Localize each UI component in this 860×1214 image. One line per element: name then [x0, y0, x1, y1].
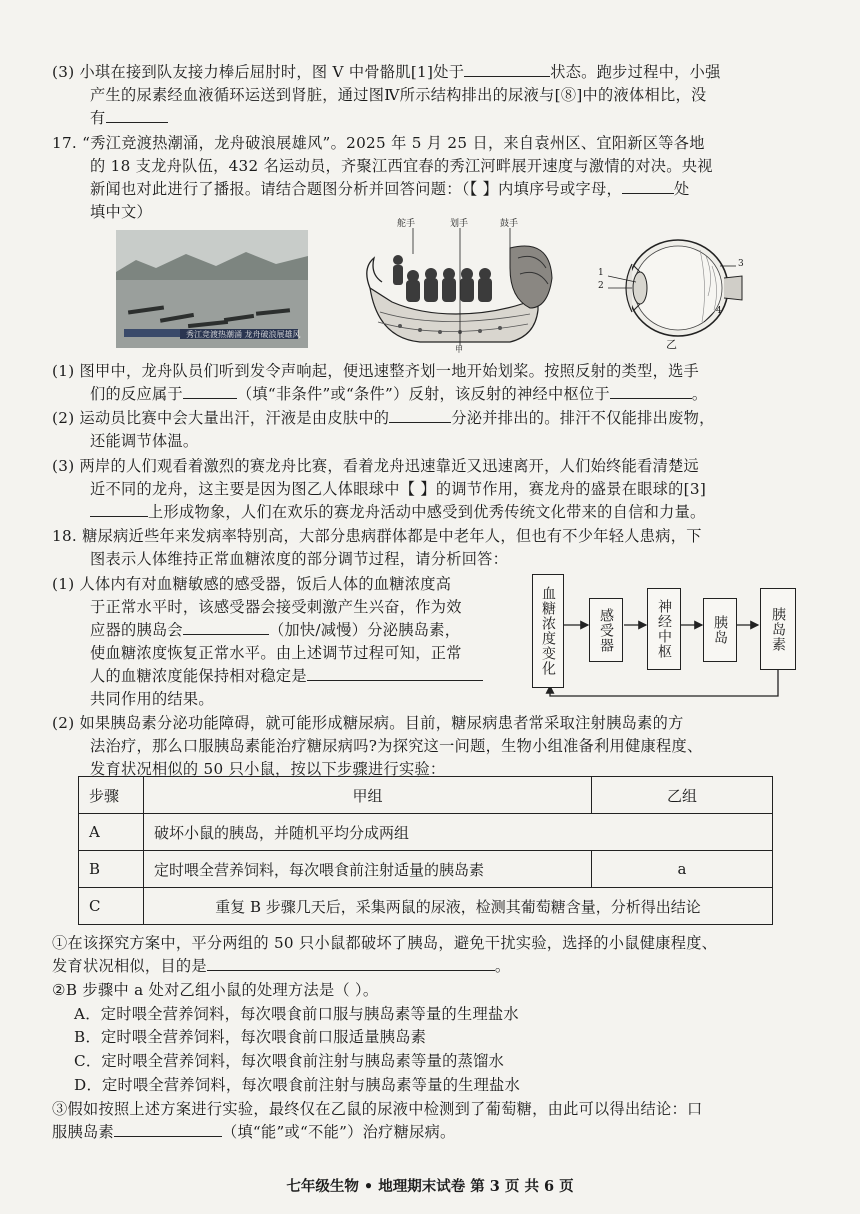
answer-blank[interactable]	[464, 62, 550, 77]
q18-1-line6: 共同作用的结果。	[90, 690, 214, 708]
q18-s3-line2	[52, 1122, 456, 1142]
eye-label-4: 4	[716, 306, 722, 316]
experiment-table	[78, 776, 773, 925]
eyeball-diagram	[596, 226, 746, 352]
eye-label-3: 3	[738, 259, 744, 269]
q16-3-text-c: 有	[90, 109, 106, 127]
answer-blank[interactable]	[90, 502, 148, 517]
option-d[interactable]: D．定时喂全营养饲料，每次喂食前注射与胰岛素等量的生理盐水	[74, 1076, 521, 1094]
figure-caption-yi: 乙	[666, 338, 677, 351]
flow-text: 神经中枢	[656, 599, 672, 659]
table-row	[79, 851, 773, 888]
answer-blank[interactable]	[307, 666, 483, 681]
q18-1-text-a: 应器的胰岛会	[90, 621, 183, 639]
q17-2-text-b: 分泌并排出的。排汗不仅能排出废物，	[451, 409, 715, 427]
q18-1-line1: (1) 人体内有对血糖敏感的感受器，饭后人体的血糖浓度高	[52, 575, 452, 593]
q17-3-line3	[90, 502, 706, 522]
q18-2-line2: 法治疗，那么口服胰岛素能治疗糖尿病吗?为探究这一问题，生物小组准备利用健康程度、	[90, 737, 703, 755]
table-header-row	[79, 777, 773, 814]
flow-box-insulin	[760, 588, 796, 670]
option-b[interactable]: B．定时喂全营养饲料，每次喂食前口服适量胰岛素	[74, 1028, 427, 1046]
table-row	[79, 888, 773, 925]
q18-s1-line2	[52, 956, 510, 976]
table-cell: 定时喂全营养饲料，每次喂食前注射适量的胰岛素	[144, 851, 592, 888]
q17-3-line2: 近不同的龙舟，这主要是因为图乙人体眼球中【 】的调节作用，赛龙舟的盛景在眼球的[3]	[90, 480, 707, 498]
q18-1-line4: 使血糖浓度恢复正常水平。由上述调节过程可知，正常	[90, 644, 462, 662]
q18-stem-line2: 图表示人体维持正常血糖浓度的部分调节过程，请分析回答：	[90, 550, 509, 568]
answer-blank[interactable]	[622, 179, 674, 194]
q18-s2-line: ②B 步骤中 a 处对乙组小鼠的处理方法是（ ）。	[52, 981, 379, 999]
page-footer: 七年级生物 • 地理期末试卷 第 3 页 共 6 页	[286, 1178, 574, 1195]
answer-blank[interactable]	[610, 384, 692, 399]
q17-1-line2: 们的反应属于 （填“非条件”或“条件”）反射，该反射的神经中枢位于 。	[90, 385, 708, 403]
q18-2-line1: (2) 如果胰岛素分泌功能障碍，就可能形成糖尿病。目前，糖尿病患者常采取注射胰岛素的方	[52, 714, 684, 732]
eye-label-1: 1	[598, 268, 604, 278]
table-header: 甲组	[144, 777, 592, 814]
table-cell: 重复 B 步骤几天后，采集两鼠的尿液，检测其葡萄糖含量，分析得出结论	[144, 888, 773, 925]
flow-text: 血糖浓度变化	[540, 586, 556, 676]
q16-3-text-b: 状态。跑步过程中，小强	[550, 63, 721, 81]
q18-stem-line1: 18. 糖尿病近些年来发病率特别高，大部分患病群体都是中老年人，但也有不少年轻人患病，下	[52, 527, 702, 545]
table-cell: a	[592, 851, 773, 888]
q17-2-text-a: (2) 运动员比赛中会大量出汗，汗液是由皮肤中的	[52, 409, 390, 427]
q17-stem-text-b: 处	[674, 180, 690, 198]
q16-3-line1	[52, 62, 721, 82]
table-header: 乙组	[592, 777, 773, 814]
dragon-boat-photo	[116, 230, 308, 348]
flow-box-blood-glucose-change	[532, 574, 564, 688]
q18-1-text-b: （加快/减慢）分泌胰岛素，	[268, 621, 461, 639]
flow-text: 胰岛	[712, 615, 728, 645]
q16-3-line2: 产生的尿素经血液循环运送到肾脏，通过图Ⅳ所示结构排出的尿液与[⑧]中的液体相比，没	[90, 86, 707, 104]
boat-label-rower: 划手	[450, 219, 469, 229]
answer-blank[interactable]	[207, 956, 495, 971]
answer-blank[interactable]	[389, 408, 451, 423]
answer-blank[interactable]	[114, 1122, 222, 1137]
q17-2-line1	[52, 408, 715, 428]
q17-stem-line4: 填中文）	[90, 203, 152, 221]
option-c[interactable]: C．定时喂全营养饲料，每次喂食前注射与胰岛素等量的蒸馏水	[74, 1052, 505, 1070]
q17-1-text-b: （填“非条件”或“条件”）反射，该反射的神经中枢位于	[236, 385, 610, 403]
q17-stem-line3	[90, 179, 690, 199]
photo-caption: 秀江竞渡热潮涌 龙舟破浪展雄风	[186, 330, 301, 339]
boat-label-drummer: 鼓手	[500, 219, 519, 229]
q16-3-text-a: (3) 小琪在接到队友接力棒后屈肘时，图 V 中骨骼肌[1]处于	[52, 63, 465, 81]
q18-s1-line1: ①在该探究方案中，平分两组的 50 只小鼠都破坏了胰岛，避免干扰实验，选择的小鼠健康程度、	[52, 934, 718, 952]
q18-1-text-c: 人的血糖浓度能保持相对稳定是	[90, 667, 307, 685]
answer-blank[interactable]	[183, 620, 269, 635]
table-cell: B	[79, 851, 144, 888]
table-cell: A	[79, 814, 144, 851]
q17-stem-line1: 17. “秀江竞渡热潮涌，龙舟破浪展雄风”。2025 年 5 月 25 日，来自袁州区、宜阳新区等各地	[52, 134, 705, 152]
figure-caption-jia: 甲	[455, 345, 463, 354]
option-a[interactable]: A．定时喂全营养饲料，每次喂食前口服与胰岛素等量的生理盐水	[74, 1005, 519, 1023]
q17-stem-line2: 的 18 支龙舟队伍，432 名运动员，齐聚江西宜春的秀江河畔展开速度与激情的对决。央视	[90, 157, 713, 175]
answer-blank[interactable]	[106, 108, 168, 123]
q17-stem-text-a: 新闻也对此进行了播报。请结合题图分析并回答问题：（【 】内填序号或字母，	[90, 180, 622, 198]
q18-s3-text-b: （填“能”或“不能”）治疗糖尿病。	[221, 1123, 456, 1141]
flow-box-nerve-center	[647, 588, 681, 670]
q18-s3-line1: ③假如按照上述方案进行实验，最终仅在乙鼠的尿液中检测到了葡萄糖，由此可以得出结论：口	[52, 1100, 703, 1118]
q17-1-text-a: 们的反应属于	[90, 385, 183, 403]
q16-3-line3	[90, 108, 168, 128]
q17-2-line2: 还能调节体温。	[90, 432, 199, 450]
boat-label-helmsman: 舵手	[397, 219, 416, 229]
q18-s3-text-a: 服胰岛素	[52, 1123, 114, 1141]
q17-3-line1: (3) 两岸的人们观看着激烈的赛龙舟比赛，看着龙舟迅速靠近又迅速离开，人们始终能看清楚远	[52, 457, 700, 475]
q18-1-line5	[90, 666, 483, 686]
q18-1-line3	[90, 620, 460, 640]
q18-2-line3: 发育状况相似的 50 只小鼠，按以下步骤进行实验：	[90, 760, 446, 778]
dragon-boat-diagram	[360, 218, 560, 354]
flow-text: 感受器	[598, 607, 614, 653]
table-cell: C	[79, 888, 144, 925]
q17-1-line1: (1) 图甲中，龙舟队员们听到发令声响起，便迅速整齐划一地开始划桨。按照反射的类型，选手	[52, 362, 700, 380]
table-cell: 破坏小鼠的胰岛，并随机平均分成两组	[144, 814, 773, 851]
eye-label-2: 2	[598, 281, 604, 291]
table-header: 步骤	[79, 777, 144, 814]
q18-1-line2: 于正常水平时，该感受器会接受刺激产生兴奋，作为效	[90, 598, 462, 616]
table-row	[79, 814, 773, 851]
flow-box-receptor	[589, 598, 623, 662]
q18-s1-text-b: 。	[494, 957, 511, 975]
flow-text: 胰岛素	[770, 606, 786, 652]
q18-s1-text-a: 发育状况相似，目的是	[52, 957, 207, 975]
answer-blank[interactable]	[183, 384, 237, 399]
flow-box-islet	[703, 598, 737, 662]
q17-3-text: 上形成物象，人们在欢乐的赛龙舟活动中感受到优秀传统文化带来的自信和力量。	[148, 503, 706, 521]
